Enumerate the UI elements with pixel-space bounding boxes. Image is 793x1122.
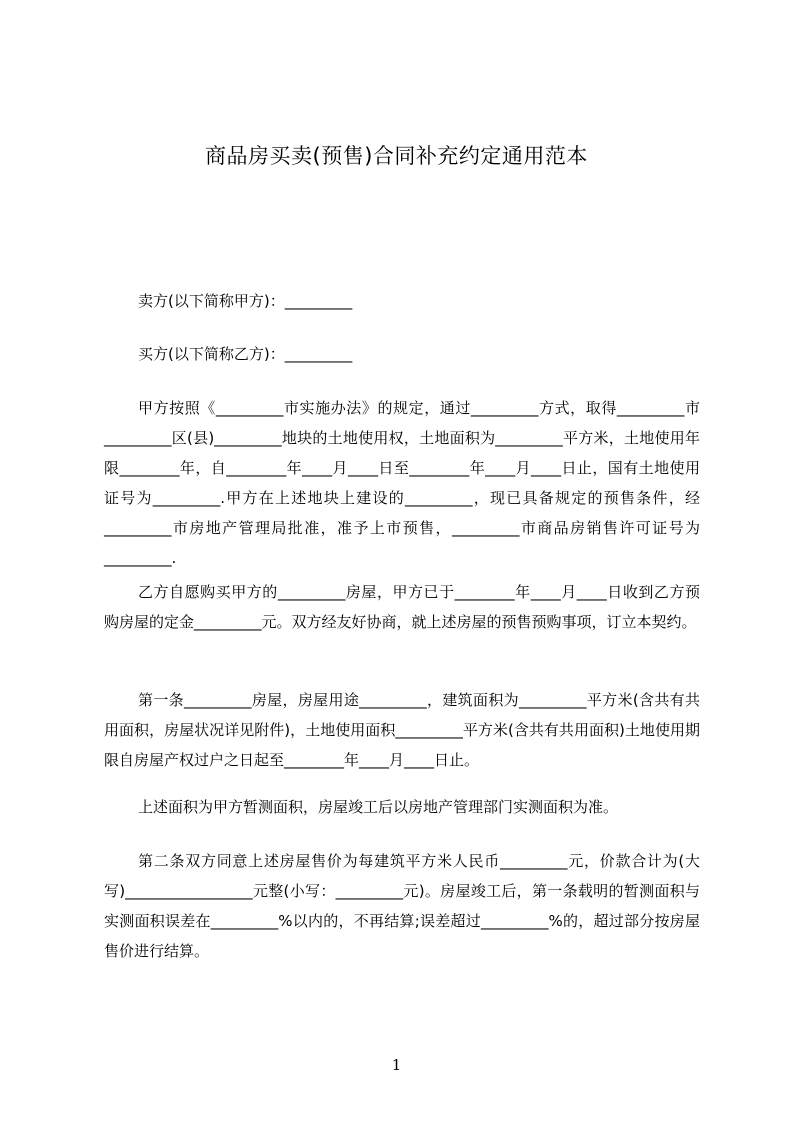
- page-number: 1: [391, 1056, 402, 1074]
- buyer-line: 买方(以下简称乙方)：_________: [138, 345, 353, 363]
- article-two-paragraph: 第二条双方同意上述房屋售价为每建筑平方米人民币_________元，价款合计为(大写)_________________元整(小写：_________元)。房屋竣工后，第一条载明的暂测面积与实测面积误差在_________%以内的，不再结算;误差超过_________%的，超过部分按房屋售价进行结算。: [104, 852, 700, 960]
- document-title: 商品房买卖(预售)合同补充约定通用范本: [205, 144, 588, 168]
- area-note-paragraph: 上述面积为甲方暂测面积，房屋竣工后以房地产管理部门实测面积为准。: [138, 798, 619, 816]
- purchase-intent-paragraph: 乙方自愿购买甲方的_________房屋，甲方已于________年____月____日收到乙方预购房屋的定金_________元。双方经友好协商，就上述房屋的预售预购事项，订立本契约。: [104, 583, 700, 631]
- land-use-paragraph: 甲方按照《_________市实施办法》的规定，通过_________方式，取得_________市_________区(县)_________地块的土地使用权，土地面积为_________平方米，土地使用年限________年，自________年____月____日至________年____月____日止，国有土地使用证号为_________.甲方在上述地块上建设的_________，现已具备规定的预售条件，经_________市房地产管理局批准，准予上市预售，_________市商品房销售许可证号为_________.: [104, 399, 700, 567]
- article-one-paragraph: 第一条_________房屋，房屋用途_________，建筑面积为_________平方米(含共有共用面积，房屋状况详见附件)，土地使用面积_________平方米(含共有共用面积)土地使用期限自房屋产权过户之日起至________年____月____日止。: [104, 691, 700, 769]
- seller-line: 卖方(以下简称甲方)：_________: [138, 292, 353, 310]
